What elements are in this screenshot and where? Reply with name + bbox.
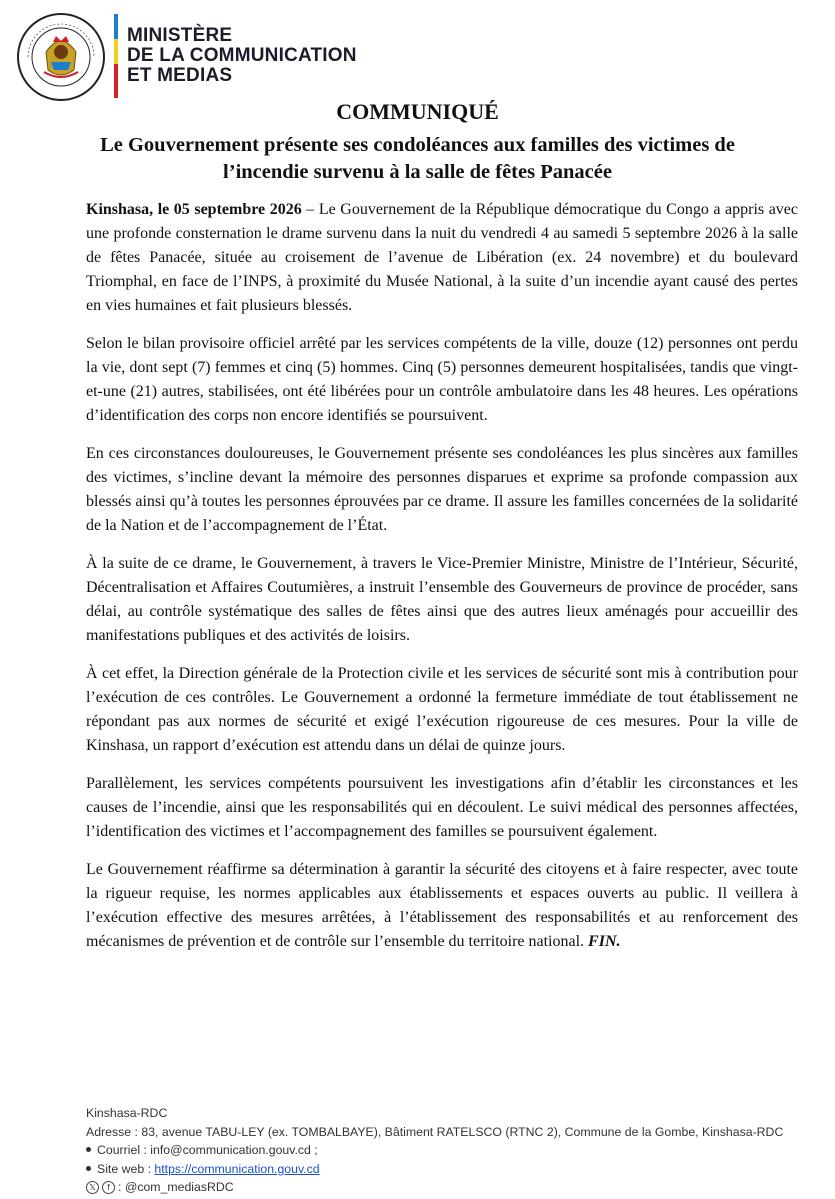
dateline: Kinshasa, le 05 septembre 2026 [86,201,302,218]
footer-email-row [86,1141,806,1160]
paragraph-4: À la suite de ce drame, le Gouvernement, à travers le Vice-Premier Ministre, Ministre de l’Intérieur, Sécurité, Décentralisation et Affaires Coutumières, a instruit l’ensemble des Gouverneurs de province de procéder, sans délai, au contrôle systématique des salles de fêtes ainsi que des autres lieux aménagés pour accueillir des manifestations publiques et des activités de loisirs. [86,555,798,644]
footer-social-row [86,1178,806,1197]
fin-mark: FIN. [588,933,621,950]
facebook-icon[interactable]: f [102,1181,115,1194]
flag-color-bar [114,14,118,98]
paragraph-6: Parallèlement, les services compétents poursuivent les investigations afin d’établir les circonstances et les causes de l’incendie, ainsi que les responsabilités qui en découlent. Le suivi médical des personnes affectées, l’identification des victimes et l’accompagnement des familles se poursuivent également. [86,775,798,840]
document-title: COMMUNIQUÉ [336,99,499,124]
paragraph-3: En ces circonstances douloureuses, le Gouvernement présente ses condoléances les plus sincères aux familles des victimes, s’incline devant la mémoire des personnes disparues et exprime sa profonde compassion aux blessés ainsi qu’à toutes les personnes éprouvées par ce drame. Il assure les familles concernées de la solidarité de la Nation et de l’accompagnement de l’État. [86,445,798,534]
paragraph-2: Selon le bilan provisoire officiel arrêté par les services compétents de la ville, douze (12) personnes ont perdu la vie, dont sept (7) femmes et cinq (5) hommes. Cinq (5) personnes demeurent hospitalisées, tandis que vingt-et-une (21) autres, stabilisées, ont été libérées pour un contrôle ambulatoire dans les 48 heures. Les opérations d’identification des corps non encore identifiés se poursuivent. [86,335,798,424]
footer-site-link[interactable]: https://communication.gouv.cd [154,1161,320,1176]
bullet-icon [86,1147,91,1152]
paragraph-5: À cet effet, la Direction générale de la Protection civile et les services de sécurité sont mis à contribution pour l’exécution de ces contrôles. Le Gouvernement a ordonné la fermeture immédiate de tout établissement ne répondant pas aux normes de sécurité et exigé l’exécution rigoureuse de ces mesures. Pour la ville de Kinshasa, un rapport d’exécution est attendu dans un délai de quinze jours. [86,665,798,754]
paragraph-7 [86,858,798,954]
footer-email[interactable]: Courriel : info@communication.gouv.cd ; [97,1143,318,1157]
document-subtitle: Le Gouvernement présente ses condoléances aux familles des victimes de l’incendie survenu à la salle de fêtes Panacée [100,134,735,183]
footer-contact [86,1104,806,1197]
paragraph-7-text: Le Gouvernement réaffirme sa détermination à garantir la sécurité des citoyens et à faire respecter, avec toute la rigueur requise, les normes applicables aux établissements et espaces ouverts au public. Il veillera à l’exécution effective des mesures arrêtées, à l’établissement des responsabilités et au renforcement des mécanismes de prévention et de contrôle sur l’ensemble du territoire national. [86,861,798,950]
x-icon[interactable]: 𝕏 [86,1181,99,1194]
paragraph-1-text: – Le Gouvernement de la République démocratique du Congo a appris avec une profonde consternation le drame survenu dans la nuit du vendredi 4 au samedi 5 septembre 2026 à la salle de fêtes Panacée, située au croisement de l’avenue de Libération (ex. 24 novembre) et du boulevard Triomphal, en face de l’INPS, à proximité du Musée National, à la suite d’un incendie ayant causé des pertes en vies humaines et fait plusieurs blessés. [86,201,799,314]
ministry-line-1: MINISTÈRE [127,25,233,46]
government-seal-icon [16,12,106,102]
document-body [86,198,798,968]
paragraph-1 [86,198,798,318]
footer-social-handle: : @com_mediasRDC [118,1180,234,1194]
bullet-icon [86,1166,91,1171]
letterhead [0,0,835,100]
footer-site-row [86,1160,806,1179]
ministry-name [127,26,357,86]
footer-city: Kinshasa-RDC [86,1106,168,1120]
ministry-line-2: DE LA COMMUNICATION [127,45,357,66]
footer-site-label: Site web : [97,1161,155,1176]
footer-address: Adresse : 83, avenue TABU-LEY (ex. TOMBALBAYE), Bâtiment RATELSCO (RTNC 2), Commune de la Gombe, Kinshasa-RDC [86,1124,784,1139]
ministry-line-3: ET MEDIAS [127,65,233,86]
